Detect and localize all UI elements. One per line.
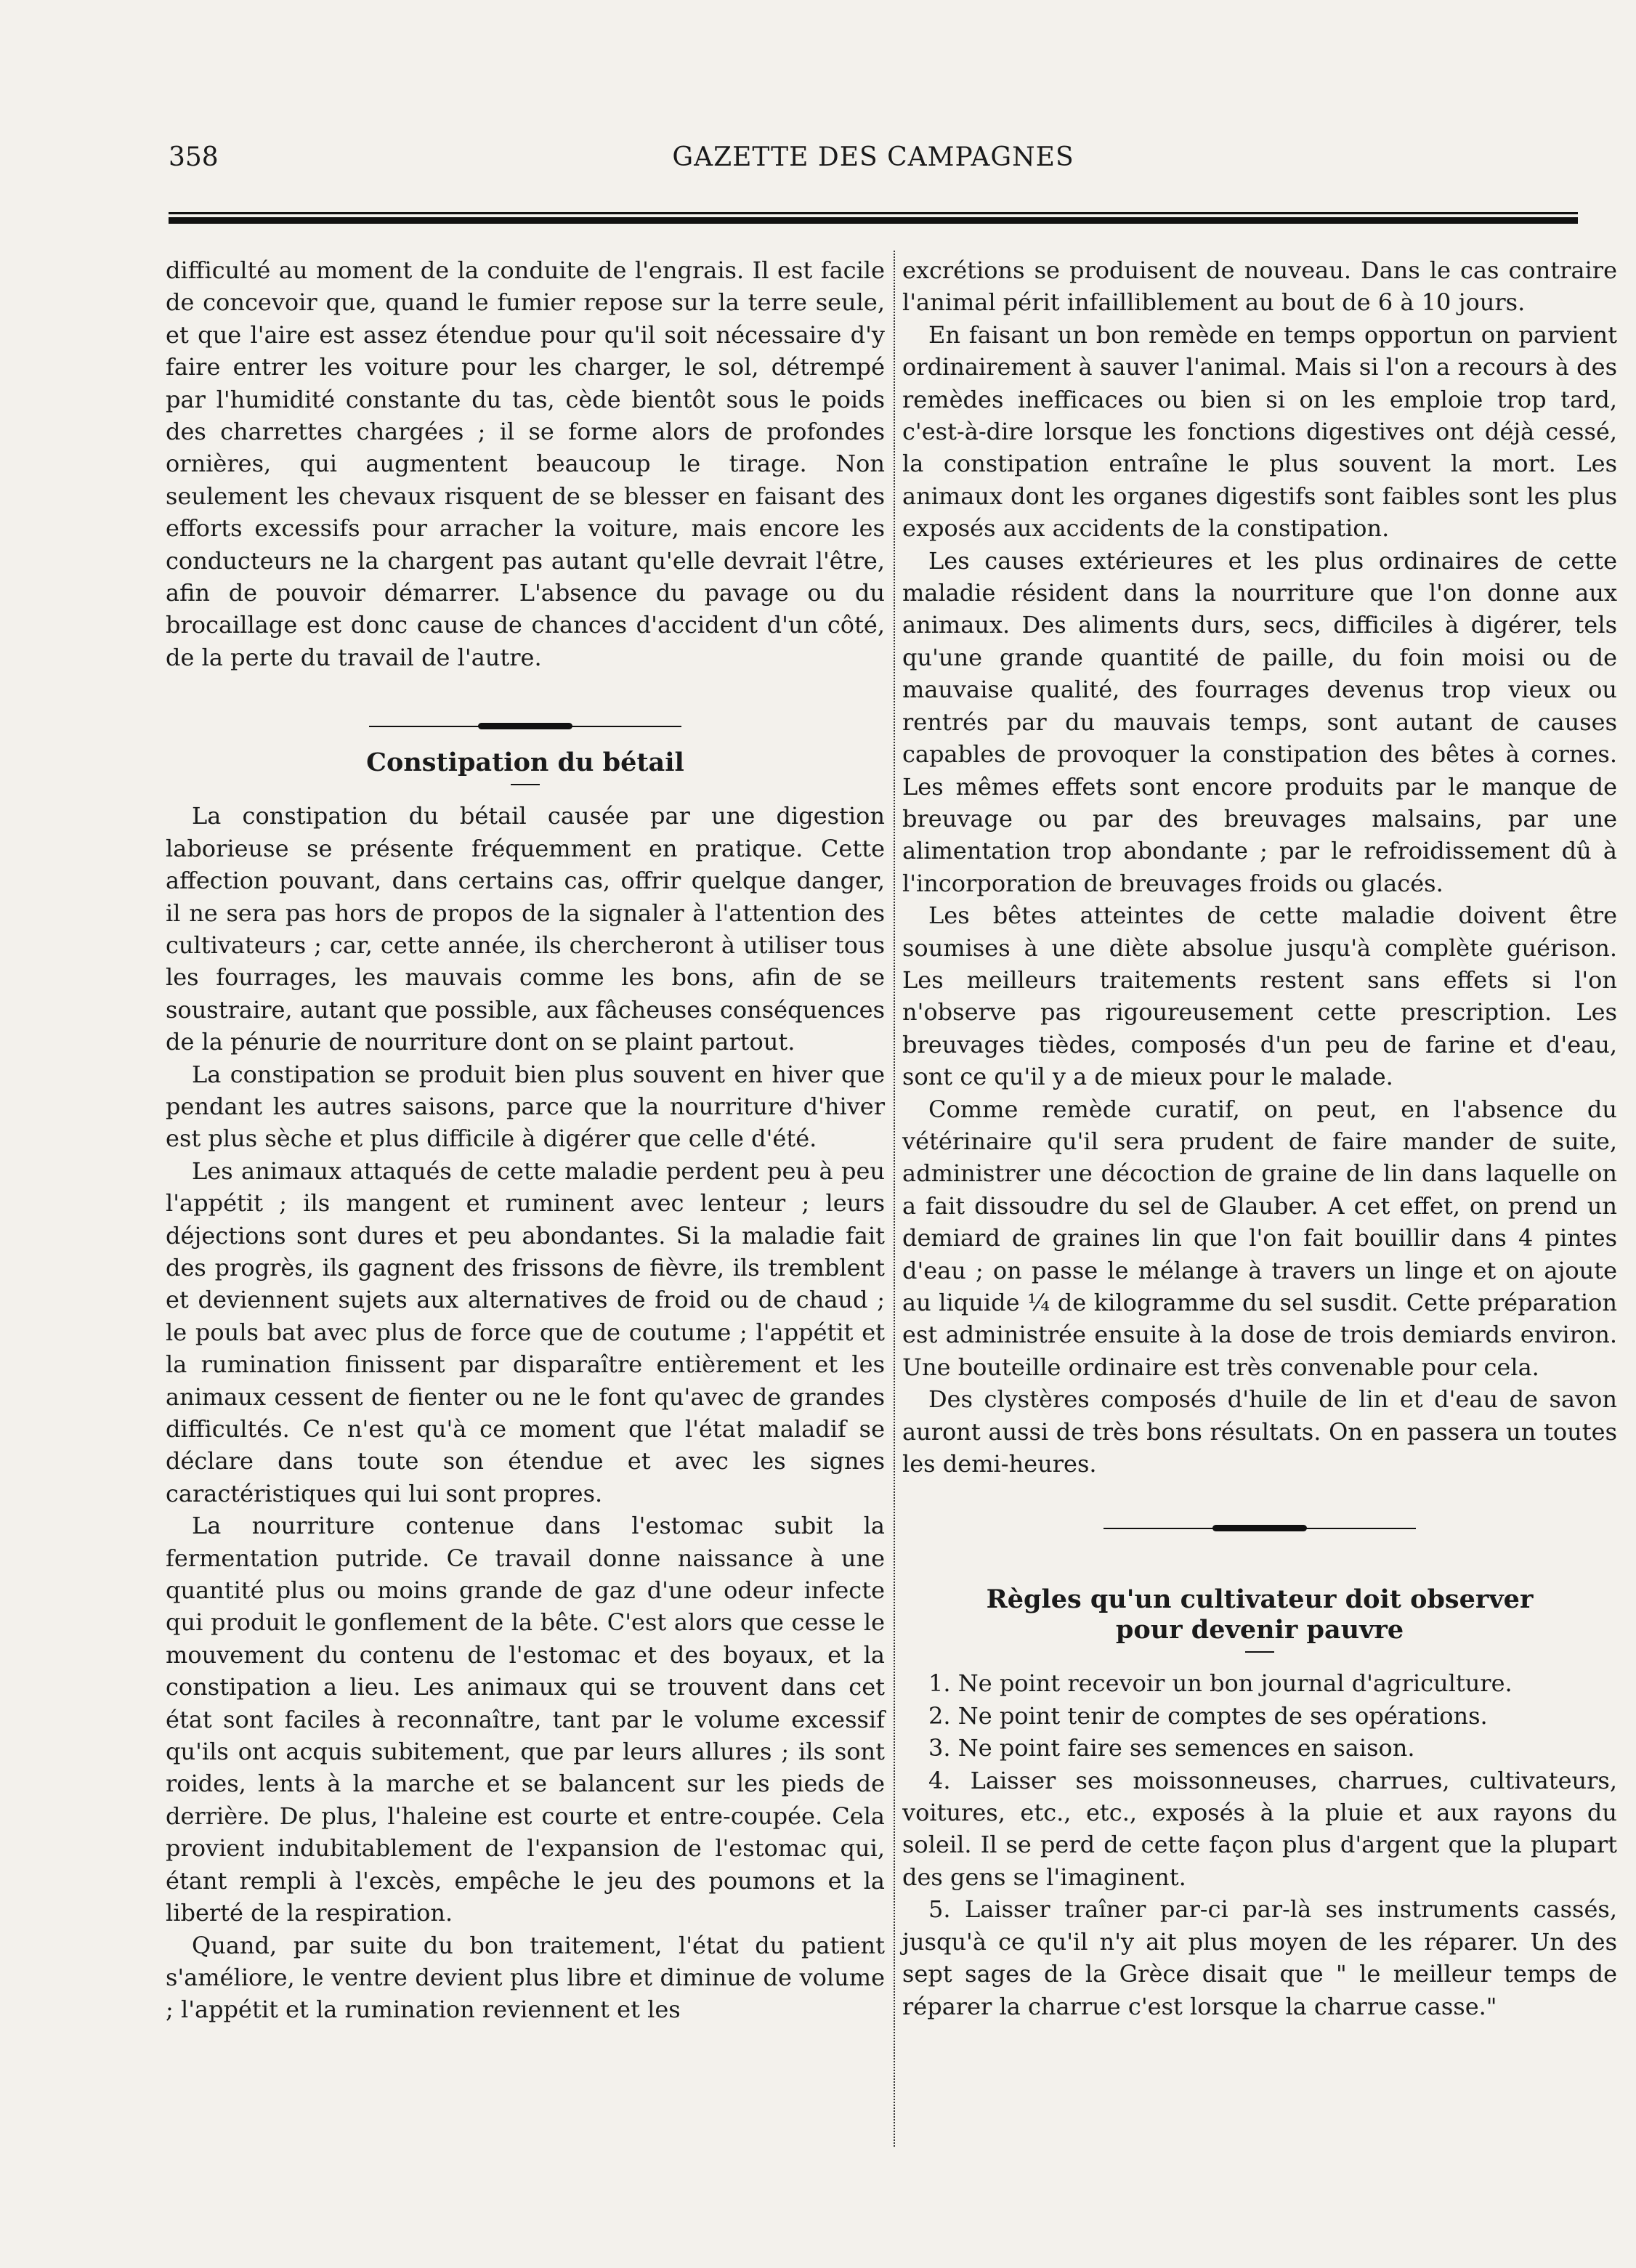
list-item: 4. Laisser ses moissonneuses, charrues, cultivateurs, voitures, etc., etc., exposés à la pluie et aux rayons du soleil. Il se perd de cette façon plus d'argent que la plupart des gens se l'imaginent. — [902, 1766, 1617, 1891]
section-ornament — [369, 721, 681, 732]
paragraph: excrétions se produisent de nouveau. Dans le cas contraire l'animal périt infailliblement au bout de 6 à 10 jours. — [902, 256, 1617, 317]
paragraph: La constipation du bétail causée par une digestion laborieuse se présente fréquemment en pratique. Cette affection pouvant, dans certains cas, offrir quelque danger, il ne sera pas hors de propos de la signaler à l'attention des cultivateurs ; car, cette année, ils chercheront à utiliser tous les fourrages, les mauvais comme les bons, afin de se soustraire, autant que possible, aux fâcheuses conséquences de la pénurie de nourriture dont on se plaint partout. — [166, 802, 885, 1056]
paragraph: Les bêtes atteintes de cette maladie doivent être soumises à une diète absolue jusqu'à complète guérison. Les meilleurs traitements restent sans effets si l'on n'observe pas rigoureusement cette prescription. Les breuvages tièdes, composés d'un peu de farine et d'eau, sont ce qu'il y a de mieux pour le malade. — [902, 902, 1617, 1091]
title-dash — [1245, 1651, 1274, 1653]
page-header — [169, 142, 1578, 179]
list-item: 5. Laisser traîner par-ci par-là ses instruments cassés, jusqu'à ce qu'il n'y ait plus moyen de les réparer. Un des sept sages de la Grèce disait que " le meilleur temps de réparer la charrue c'est lorsque la charrue casse." — [902, 1895, 1617, 2020]
paragraph: Quand, par suite du bon traitement, l'état du patient s'améliore, le ventre devient plus libre et diminue de volume ; l'appétit et la rumination reviennent et les — [166, 1931, 885, 2024]
paragraph: En faisant un bon remède en temps opportun on parvient ordinairement à sauver l'animal. Mais si l'on a recours à des remèdes inefficaces ou bien si on les emploie trop tard, c'est-à-dire lorsque les fonctions digestives ont déjà cessé, la constipation entraîne le plus souvent la mort. Les animaux dont les organes digestifs sont faibles sont les plus exposés aux accidents de la constipation. — [902, 320, 1617, 543]
paragraph: Les animaux attaqués de cette maladie perdent peu à peu l'appétit ; ils mangent et ruminent avec lenteur ; leurs déjections sont dures et peu abondantes. Si la maladie fait des progrès, ils gagnent des frissons de fièvre, ils tremblent et deviennent sujets aux alternatives de froid ou de chaud ; le pouls bat avec plus de force que de coutume ; l'appétit et la rumination finissent par disparaître entièrement et les animaux cessent de fienter ou ne le font qu'avec de grandes difficultés. Ce n'est qu'à ce moment que l'état maladif se déclare dans toute son étendue et avec les signes caractéristiques qui lui sont propres. — [166, 1157, 885, 1507]
running-title: GAZETTE DES CAMPAGNES — [672, 142, 1074, 172]
title-dash — [511, 784, 540, 785]
paragraph: La constipation se produit bien plus souvent en hiver que pendant les autres saisons, parce que la nourriture d'hiver est plus sèche et plus difficile à digérer que celle d'été. — [166, 1060, 885, 1153]
list-item: 1. Ne point recevoir un bon journal d'agriculture. — [928, 1669, 1513, 1698]
article-title: Règles qu'un cultivateur doit observer pour devenir pauvre — [986, 1584, 1534, 1645]
paragraph: Comme remède curatif, on peut, en l'absence du vétérinaire qu'il sera prudent de faire mander de suite, administrer une décoction de graine de lin dans laquelle on a fait dissoudre du sel de Glauber. A cet effet, on prend un demiard de graines lin que l'on fait bouillir dans 4 pintes d'eau ; on passe le mélange à travers un linge et on ajoute au liquide ¼ de kilogramme du sel susdit. Cette préparation est administrée ensuite à la dose de trois demiards environ. Une bouteille ordinaire est très convenable pour cela. — [902, 1095, 1617, 1381]
paragraph: La nourriture contenue dans l'estomac subit la fermentation putride. Ce travail donne naissance à une quantité plus ou moins grande de gaz d'une odeur infecte qui produit le gonflement de la bête. C'est alors que cesse le mouvement du contenu de l'estomac et des boyaux, et la constipation a lieu. Les animaux qui se trouvent dans cet état sont faciles à reconnaître, tant par le volume excessif qu'ils ont acquis subitement, que par leurs allures ; ils sont roides, lents à la marche et se balancent sur les pieds de derrière. De plus, l'haleine est courte et entre-coupée. Cela provient indubitablement de l'expansion de l'estomac qui, étant rempli à l'excès, empêche le jeu des poumons et la liberté de la respiration. — [166, 1512, 885, 1927]
paragraph: Des clystères composés d'huile de lin et d'eau de savon auront aussi de très bons résultats. On en passera un toutes les demi-heures. — [902, 1385, 1617, 1478]
list-item: 2. Ne point tenir de comptes de ses opérations. — [928, 1701, 1488, 1730]
right-column — [902, 254, 1617, 2022]
paragraph: Les causes extérieures et les plus ordinaires de cette maladie résident dans la nourriture que l'on donne aux animaux. Des aliments durs, secs, difficiles à digérer, tels qu'une grande quantité de paille, du foin moisi ou de mauvaise qualité, des fourrages devenus trop vieux ou rentrés par du mauvais temps, sont autant de causes capables de provoquer la constipation des bêtes à cornes. Les mêmes effets sont encore produits par le manque de breuvage ou par des breuvages malsains, par une alimentation trop abondante ; par le refroidissement dû à l'incorporation de breuvages froids ou glacés. — [902, 546, 1617, 897]
column-divider — [894, 251, 895, 2147]
section-ornament — [1104, 1523, 1416, 1534]
article-title: Constipation du bétail — [366, 748, 684, 778]
left-column — [166, 254, 885, 2026]
page-number: 358 — [169, 142, 219, 172]
intro-paragraph: difficulté au moment de la conduite de l'engrais. Il est facile de concevoir que, quand le fumier repose sur la terre seule, et que l'aire est assez étendue pour qu'il soit nécessaire d'y faire entrer les voiture pour les charger, le sol, détrempé par l'humidité constante du tas, cède bientôt sous le poids des charrettes chargées ; il se forme alors de profondes ornières, qui augmentent beaucoup le tirage. Non seulement les chevaux risquent de se blesser en faisant des efforts excessifs pour arracher la voiture, mais encore les conducteurs ne la chargent pas autant qu'elle devrait l'être, afin de pouvoir démarrer. L'absence du pavage ou du brocaillage est donc cause de chances d'accident d'un côté, de la perte du travail de l'autre. — [166, 256, 885, 671]
header-rule — [169, 212, 1578, 224]
list-item: 3. Ne point faire ses semences en saison. — [928, 1734, 1415, 1762]
rules-list — [902, 1667, 1617, 2022]
